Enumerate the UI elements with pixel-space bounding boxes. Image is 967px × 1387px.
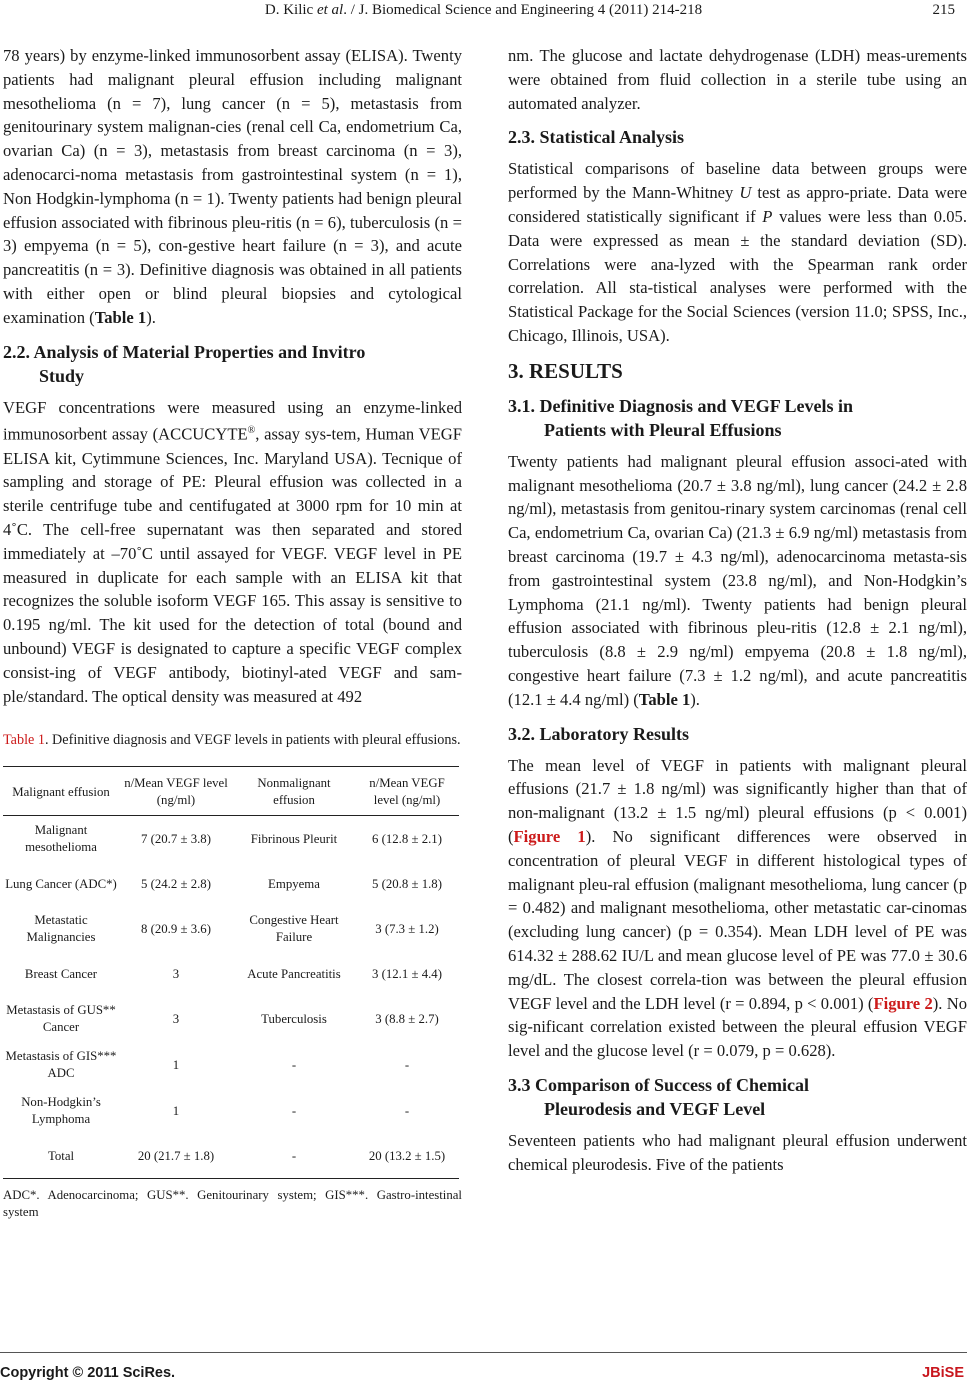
table-1 — [3, 766, 459, 1179]
section-2-2-heading — [3, 340, 462, 388]
table-cell: 3 (7.3 ± 1.2) — [375, 921, 439, 936]
table-label: Table 1 — [3, 732, 45, 749]
section-2-3-heading: 2.3. Statistical Analysis — [508, 127, 685, 148]
paragraph-pleurodesis: Seventeen patients who had malignant pleural effusion underwent chemical pleurodesis. Five of the patients — [508, 1130, 967, 1174]
table-footnote: ADC*. Adenocarcinoma; GUS**. Genitourinary system; GIS***. Gastro-intestinal system — [3, 1188, 462, 1220]
table-cell: Breast Cancer — [24, 966, 98, 981]
table-cell: 6 (12.8 ± 2.1) — [372, 831, 442, 846]
figure-1-link[interactable]: Figure 1 — [513, 826, 586, 846]
table-cell: 3 (8.8 ± 2.7) — [375, 1011, 439, 1026]
registered-mark: ® — [247, 425, 256, 437]
page-footer — [0, 1352, 967, 1387]
figure-2-link[interactable]: Figure 2 — [873, 993, 933, 1013]
italic-u: U — [739, 183, 752, 203]
paragraph-diagnosis — [508, 450, 967, 712]
running-header — [0, 0, 967, 26]
table-cell: Non-Hodgkin’s Lymphoma — [21, 1095, 101, 1127]
page-number: 215 — [932, 2, 955, 18]
table-cell: Total — [47, 1148, 75, 1163]
table-cell: Malignant mesothelioma — [25, 823, 97, 855]
col-header: n/Mean VEGF level (ng/ml) — [355, 767, 459, 816]
table-cell: Empyema — [268, 876, 320, 891]
col-header: Malignant effusion — [3, 767, 119, 816]
section-3-heading: 3. RESULTS — [508, 358, 623, 383]
table-row — [3, 906, 459, 952]
section-number: 2.2. — [3, 341, 30, 362]
table-cell: 3 — [172, 966, 180, 981]
copyright: Copyright © 2011 SciRes. — [0, 1365, 176, 1381]
paragraph-glucose-ldh: nm. The glucose and lactate dehydrogenase (LDH) meas-urements were obtained from fluid collection in a sterile tube using an automated analyzer. — [508, 46, 967, 113]
paragraph-text-end: values were less than 0.05. Data were expressed as mean ± the standard deviation (SD). Correlations were ana-lyzed with the Spearman rank order correlation. All sta-tistical analyses were performed with the Statistical Package for the Social Sciences (version 11.0; SPSS, Inc., Chicago, Illinois, USA). — [508, 206, 967, 345]
paragraph-text-end: ). — [690, 689, 700, 709]
left-column — [3, 44, 462, 1221]
section-title-line2: Study — [39, 365, 85, 386]
table-row — [3, 862, 459, 906]
table-cell: 3 (12.1 ± 4.4) — [372, 966, 442, 981]
et-al: et al — [316, 2, 344, 18]
table-row — [3, 952, 459, 996]
table-cell: 7 (20.7 ± 3.8) — [141, 831, 211, 846]
paragraph-vegf-method — [3, 396, 462, 709]
table-cell: Metastasis of GUS** Cancer — [6, 1003, 116, 1035]
table-row — [3, 1088, 459, 1134]
table-cell: Tuberculosis — [261, 1011, 327, 1026]
table-row — [3, 1042, 459, 1088]
table-cell: Lung Cancer (ADC*) — [5, 876, 117, 891]
col-header: n/Mean VEGF level (ng/ml) — [119, 767, 233, 816]
table-1-link[interactable]: Table 1 — [94, 307, 147, 327]
table-row — [3, 1134, 459, 1179]
table-cell: - — [291, 1103, 297, 1118]
section-3-1-heading — [508, 394, 967, 442]
paragraph-patients — [3, 44, 462, 330]
table-cell: - — [404, 1057, 410, 1072]
section-title-line1: Comparison of Success of Chemical — [535, 1074, 809, 1095]
table-caption — [3, 730, 462, 750]
table-cell: - — [291, 1148, 297, 1163]
paragraph-text: 78 years) by enzyme-linked immunosorbent assay (ELISA). Twenty patients had malignant pleural effusion including malignant mesothelioma (n = 7), lung cancer (n = 5), metastasis from genitourinary system malignan-cies (renal cell Ca, endometrium Ca, ovarian Ca) (n = 3), metastasis from breast carcinoma (n = 3), adenocarci-noma metastasis from gastrointestinal system (n = 1), Non Hodgkin-lymphoma (n = 1). Twenty patients had benign pleural effusion associated with fibrinous pleu-ritis (n = 6), tuberculosis (n = 3) empyema (n = 5), con-gestive heart failure (n = 3), and acute pancreatitis (n = 3). Definitive diagnosis was obtained in all patients with either open or blind pleural biopsies and cytological examination ( — [3, 46, 462, 327]
section-title-line2: Patients with Pleural Effusions — [544, 419, 782, 440]
table-cell: 5 (24.2 ± 2.8) — [141, 876, 211, 891]
journal-citation — [0, 2, 967, 19]
table-row — [3, 996, 459, 1042]
table-header-row — [3, 767, 459, 816]
authors: D. Kilic — [264, 2, 317, 18]
paragraph-text-cont: , assay sys-tem, Human VEGF ELISA kit, Cytimmune Sciences, Inc. Maryland USA). Tecnique of sampling and storage of PE: Pleural effusion was collected in a sterile centrifuge tube and centifugated at 3000 rpm for 10 min at 4˚C. The cell-free supernatant was then separated and stored immediately at –70˚C until assayed for VEGF. VEGF level in PE measured in duplicate for each sample with an ELISA kit that recognizes the soluble isoform VEGF 165. This assay is sensitive to 0.195 ng/ml. The kit used for the detection of total (bound and unbound) VEGF is designated to capture a specific VEGF complex consist-ing of VEGF antibody, biotinyl-ated VEGF and sam-ple/standard. The optical density was measured at 492 — [3, 424, 462, 706]
section-3-3-heading — [508, 1073, 967, 1121]
col-header: Nonmalignant effusion — [233, 767, 355, 816]
table-cell: Fibrinous Pleurit — [250, 831, 338, 846]
table-cell: 3 — [172, 1011, 180, 1026]
table-cell: - — [404, 1103, 410, 1118]
section-number: 3.3 — [508, 1074, 531, 1095]
paragraph-text: VEGF concentrations were measured using an enzyme-linked immunosorbent assay (ACCUCYTE — [3, 397, 462, 444]
section-title-line1: Definitive Diagnosis and VEGF Levels in — [539, 395, 854, 416]
italic-p: P — [762, 206, 773, 226]
journal-reference: . / J. Biomedical Science and Engineering 4 (2011) 214-218 — [343, 2, 703, 18]
paragraph-laboratory — [508, 754, 967, 1063]
paragraph-text-cont: ). No significant differences were observed in concentration of pleural VEGF in different histological types of malignant pleu-ral effusion (malignant mesothelioma, lung cancer (p = 0.482) and malignant mesothelioma, other metastatic car-cinomas (excluding lung cancer) (p = 0.354). Mean LDH level of PE was 614.32 ± 288.62 IU/L and mean glucose level of PE was 77.0 ± 30.6 mg/dL. The closest correla-tion was between the pleural effusion VEGF level and the LDH level (r = 0.894, p < 0.001) ( — [508, 826, 967, 1013]
section-title-line2: Pleurodesis and VEGF Level — [544, 1098, 766, 1119]
right-column — [508, 44, 967, 1176]
paragraph-text: The mean level of VEGF in patients with malignant pleural effusions (21.7 ± 1.8 ng/ml) was significantly higher than that of non-malignant (13.2 ± 1.5 ng/ml) pleural effusions (p < 0.001) ( — [508, 755, 967, 846]
table-cell: - — [291, 1057, 297, 1072]
table-cell: 8 (20.9 ± 3.6) — [141, 921, 211, 936]
section-number: 3.1. — [508, 395, 535, 416]
table-cell: 1 — [172, 1103, 180, 1118]
table-cell: Acute Pancreatitis — [247, 966, 341, 981]
table-cell: 5 (20.8 ± 1.8) — [372, 876, 442, 891]
paragraph-text: Twenty patients had malignant pleural effusion associ-ated with malignant mesothelioma (20.7 ± 3.8 ng/ml), lung cancer (24.2 ± 2.8 ng/ml), metastasis from genitou-rinary system carcinomas (renal cell Ca, endometrium Ca, ovarian Ca) (21.3 ± 6.9 ng/ml) metastasis from breast carcinoma (19.7 ± 4.3 ng/ml), adenocarcinoma metasta-sis from gastrointestinal system (23.8 ng/ml), and Non-Hodgkin’s Lymphoma (21.1 ng/ml). Twenty patients had benign pleural effusion associated with fibrinous pleu-ritis (12.8 ± 2.1 ng/ml), tuberculosis (8.8 ± 2.9 ng/ml) empyema (20.8 ± 1.8 ng/ml), congestive heart failure (7.3 ± 1.2 ng/ml), and acute pancreatitis (12.1 ± 4.4 ng/ml) ( — [508, 451, 967, 709]
journal-brand: JBiSE — [922, 1365, 964, 1381]
table-cell: 20 (13.2 ± 1.5) — [368, 1148, 446, 1163]
table-cell: Metastasis of GIS*** ADC — [5, 1049, 117, 1081]
table-cell: Congestive Heart Failure — [249, 913, 339, 945]
paragraph-text-cont: test as appro-priate. Data were considered statistically significant if — [508, 183, 967, 226]
table-1-link[interactable]: Table 1 — [638, 689, 691, 709]
paragraph-text-end: ). — [146, 307, 156, 327]
table-cell: Metastatic Malignancies — [26, 913, 96, 945]
paragraph-statistics — [508, 157, 967, 347]
caption-text: . Definitive diagnosis and VEGF levels in patients with pleural effusions. — [44, 732, 461, 749]
table-cell: 20 (21.7 ± 1.8) — [137, 1148, 215, 1163]
table-row — [3, 816, 459, 863]
table-cell: 1 — [172, 1057, 180, 1072]
section-title-line1: Analysis of Material Properties and Invitro — [33, 341, 366, 362]
paragraph-text: Statistical comparisons of baseline data between groups were performed by the Mann-Whitney — [508, 159, 967, 203]
section-3-2-heading: 3.2. Laboratory Results — [508, 723, 689, 744]
paragraph-text-end: ). No sig-nificant correlation existed between the pleural effusion VEGF level and the glucose level (r = 0.079, p = 0.628). — [508, 993, 967, 1061]
